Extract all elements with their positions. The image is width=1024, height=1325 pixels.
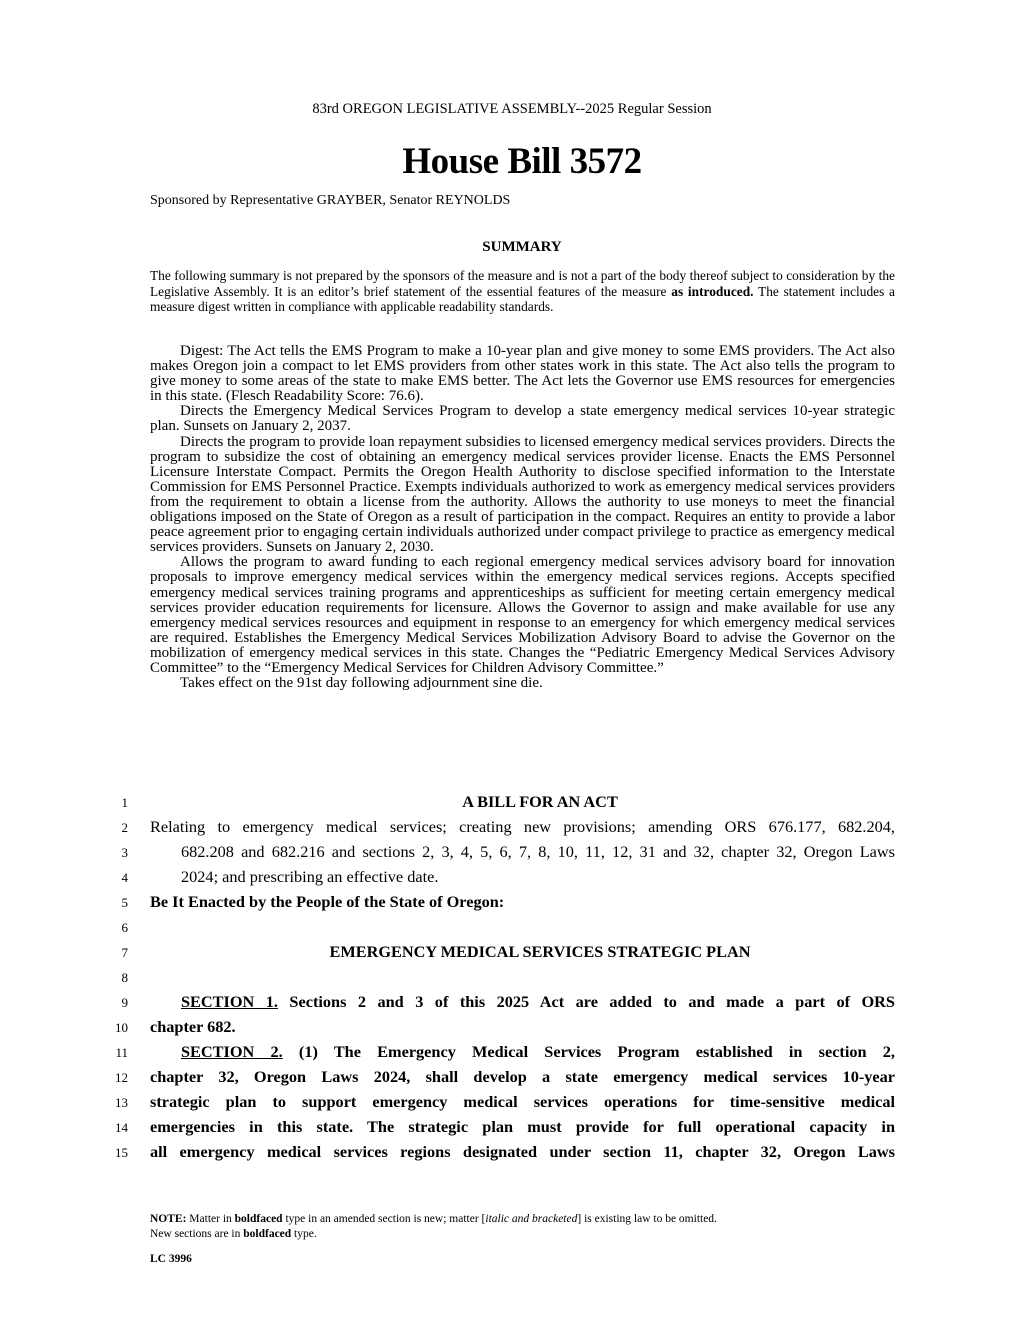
section-1-label: SECTION 1. bbox=[181, 992, 278, 1011]
line-number: 11 bbox=[115, 1045, 128, 1060]
sponsors-line: Sponsored by Representative GRAYBER, Senator REYNOLDS bbox=[150, 193, 511, 208]
section-1-line: chapter 682. bbox=[150, 1017, 236, 1036]
note-bold: boldfaced bbox=[234, 1213, 283, 1225]
summary-intro-text: The following summary is not prepared by the sponsors of the measure and is not a part of the body thereof subject to consideration by the Legislative Assembly. It is an editor’s brief statement of the essential features of the measure bbox=[150, 268, 895, 299]
summary-digest bbox=[150, 344, 895, 691]
session-header: 83rd OREGON LEGISLATIVE ASSEMBLY--2025 Regular Session bbox=[312, 101, 712, 117]
relating-clause-line: 2024; and prescribing an effective date. bbox=[181, 867, 439, 886]
line-number: 2 bbox=[121, 820, 128, 835]
summary-intro bbox=[150, 268, 895, 315]
section-2-line: strategic plan to support emergency medical services operations for time-sensitive medical bbox=[150, 1092, 895, 1111]
line-number: 4 bbox=[121, 870, 128, 885]
note-text: type in an amended section is new; matter [ bbox=[282, 1213, 486, 1225]
section-2-label: SECTION 2. bbox=[181, 1042, 283, 1061]
line-number: 10 bbox=[115, 1020, 128, 1035]
relating-clause-line: 682.208 and 682.216 and sections 2, 3, 4, 5, 6, 7, 8, 10, 11, 12, 31 and 32, chapter 32, Oregon Laws bbox=[181, 842, 895, 861]
footnote bbox=[150, 1212, 895, 1242]
note-text: Matter in bbox=[186, 1213, 235, 1225]
note-italic: italic and bracketed bbox=[485, 1213, 578, 1225]
section-2-line bbox=[181, 1042, 895, 1062]
line-number: 9 bbox=[121, 995, 128, 1010]
line-number: 3 bbox=[121, 845, 128, 860]
line-number: 15 bbox=[115, 1145, 128, 1160]
section-1-line bbox=[181, 992, 895, 1012]
summary-paragraph: Directs the Emergency Medical Services Program to develop a state emergency medical services 10-year strategic plan. Sunsets on January 2, 2037. bbox=[150, 403, 895, 435]
act-heading: A BILL FOR AN ACT bbox=[462, 792, 618, 811]
line-number: 1 bbox=[121, 795, 128, 810]
section-2-line: emergencies in this state. The strategic plan must provide for full operational capacity in bbox=[150, 1117, 895, 1136]
summary-heading: SUMMARY bbox=[482, 239, 562, 255]
enacting-clause: Be It Enacted by the People of the State of Oregon: bbox=[150, 892, 505, 911]
note-text: New sections are in bbox=[150, 1228, 244, 1240]
line-number: 13 bbox=[115, 1095, 128, 1110]
line-number: 8 bbox=[121, 970, 128, 985]
note-bold: boldfaced bbox=[243, 1228, 292, 1240]
bill-title: House Bill 3572 bbox=[402, 141, 642, 182]
note-text: type. bbox=[291, 1228, 317, 1240]
summary-paragraph: Takes effect on the 91st day following adjournment sine die. bbox=[180, 675, 543, 692]
section-2-line: all emergency medical services regions designated under section 11, chapter 32, Oregon Laws bbox=[150, 1142, 895, 1161]
summary-intro-bold: as introduced. bbox=[671, 283, 754, 299]
line-number: 6 bbox=[121, 920, 128, 935]
line-number: 7 bbox=[121, 945, 128, 960]
section-2-line: chapter 32, Oregon Laws 2024, shall develop a state emergency medical services 10-year bbox=[150, 1067, 895, 1086]
line-number: 14 bbox=[115, 1120, 128, 1135]
summary-paragraph: Directs the program to provide loan repayment subsidies to licensed emergency medical services providers. Directs the program to subsidize the cost of obtaining an emergency medical services provider license. Enacts the EMS Personnel Licensure Interstate Compact. Permits the Oregon Health Authority to disclose specified information to the Interstate Commission for EMS Personnel Practice. Exempts individuals authorized to work as emergency medical services providers from the requirement to obtain a license from the authority. Allows the authority to use moneys to meet the financial obligations imposed on the State of Oregon as a result of participation in the compact. Requires an entity to provide a labor peace agreement prior to engaging certain individuals authorized under compact privilege to practice as emergency medical services providers. Sunsets on January 2, 2030. bbox=[150, 433, 895, 556]
note-text: ] is existing law to be omitted. bbox=[577, 1213, 717, 1225]
relating-clause-line: Relating to emergency medical services; creating new provisions; amending ORS 676.177, 682.204, bbox=[150, 817, 895, 836]
section-1-text: Sections 2 and 3 of this 2025 Act are added to and made a part of ORS bbox=[277, 992, 895, 1011]
note-label: NOTE: bbox=[150, 1213, 187, 1225]
digest-paragraph: Digest: The Act tells the EMS Program to make a 10-year plan and give money to some EMS providers. The Act also makes Oregon join a compact to let EMS providers from other states work in this state. The Act also tells the program to give money to some areas of the state to make EMS better. The Act lets the Governor use EMS resources for emergencies in this state. (Flesch Readability Score: 76.6). bbox=[150, 343, 895, 405]
summary-intro-text-end: The statement includes a measure digest written in compliance with applicable readability standards. bbox=[150, 283, 895, 314]
line-number: 5 bbox=[121, 895, 128, 910]
section-heading: EMERGENCY MEDICAL SERVICES STRATEGIC PLAN bbox=[329, 942, 751, 961]
summary-paragraph: Allows the program to award funding to each regional emergency medical services advisory board for innovation proposals to improve emergency medical services within the emergency medical services regions. Accepts specified emergency medical services training programs and apprenticeships as sufficient for meeting certain emergency medical services provider education requirements for licensure. Allows the Governor to assign and make available for use any emergency medical services resources and equipment in response to an emergency for which emergency medical services are required. Establishes the Emergency Medical Services Mobilization Advisory Board to advise the Governor on the mobilization of emergency medical services in this state. Changes the “Pediatric Emergency Medical Services Advisory Committee” to the “Emergency Medical Services for Children Advisory Committee.” bbox=[150, 554, 895, 676]
line-number: 12 bbox=[115, 1070, 128, 1085]
lc-number: LC 3996 bbox=[150, 1253, 192, 1265]
section-2-text: (1) The Emergency Medical Services Program established in section 2, bbox=[282, 1042, 895, 1061]
